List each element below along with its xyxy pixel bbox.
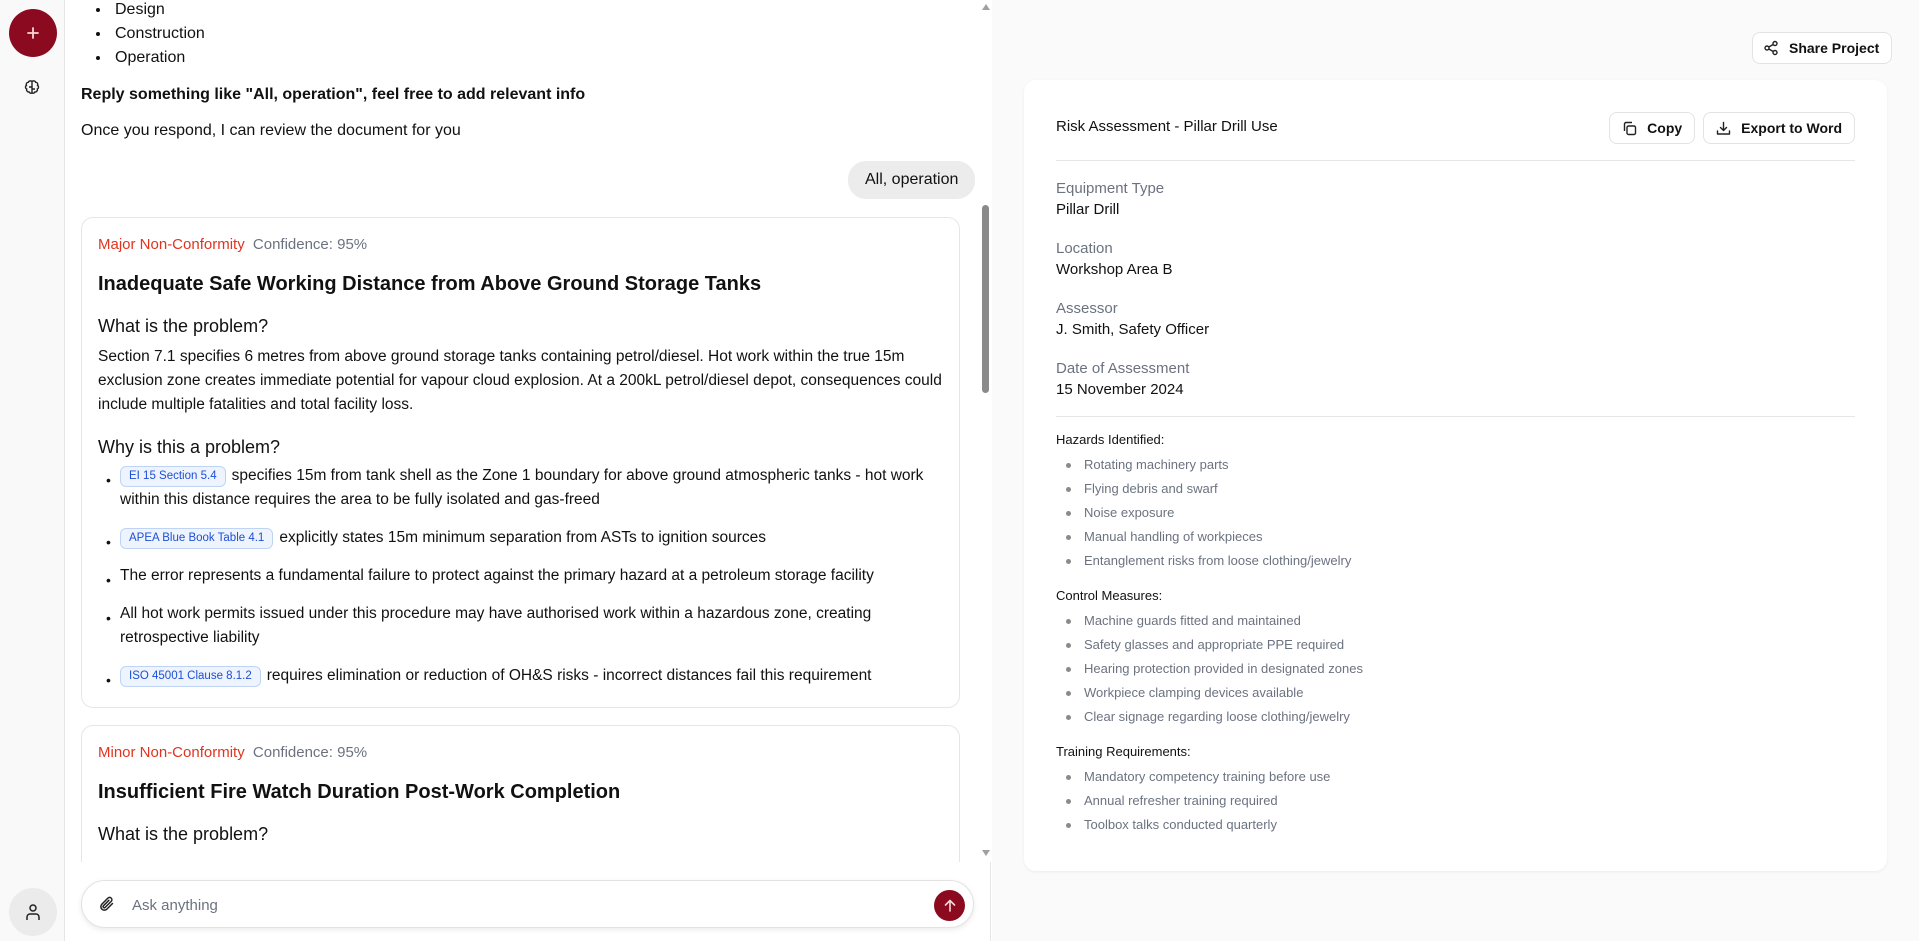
chat-messages[interactable] <box>65 0 980 862</box>
why-item <box>98 664 943 688</box>
list-item: Entanglement risks from loose clothing/jewelry <box>1056 549 1351 573</box>
document-title: Risk Assessment - Pillar Drill Use <box>1056 118 1278 135</box>
export-to-word-button[interactable] <box>1703 112 1855 144</box>
list-item: • Operation <box>111 46 205 70</box>
scroll-up-arrow-icon[interactable] <box>982 4 990 10</box>
list-item: Clear signage regarding loose clothing/jewelry <box>1056 705 1363 729</box>
field-label: Date of Assessment <box>1056 360 1190 377</box>
field-value: 15 November 2024 <box>1056 381 1184 398</box>
citation-badge[interactable]: ISO 45001 Clause 8.1.2 <box>120 666 261 687</box>
finding-meta <box>98 744 943 761</box>
share-icon <box>1763 40 1779 56</box>
reply-hint: Reply something like "All, operation", feel free to add relevant info <box>81 86 586 103</box>
copy-button[interactable] <box>1609 112 1695 144</box>
what-heading: What is the problem? <box>98 824 269 844</box>
document-panel <box>992 0 1919 941</box>
section-title: Control Measures: <box>1056 588 1163 603</box>
copy-icon <box>1622 121 1637 136</box>
why-item-text: explicitly states 15m minimum separation from ASTs to ignition sources <box>279 529 767 546</box>
why-item-text: All hot work permits issued under this procedure may have authorised work within a hazardous zone, creating retrospective liability <box>120 605 872 646</box>
risk-assessment-card <box>1024 80 1887 871</box>
chat-panel <box>65 0 991 941</box>
send-button[interactable] <box>934 890 965 921</box>
stage-list <box>111 0 205 70</box>
download-icon <box>1716 121 1731 136</box>
field-value: Pillar Drill <box>1056 201 1120 218</box>
confidence-label: Confidence: 95% <box>252 236 368 253</box>
field-label: Location <box>1056 240 1113 257</box>
why-item-text: specifies 15m from tank shell as the Zone 1 boundary for above ground atmospheric tanks - hot work within this distance requires the area to be fully isolated and gas-freed <box>120 467 924 508</box>
finding-title: Inadequate Safe Working Distance from Above Ground Storage Tanks <box>98 273 762 295</box>
citation-badge[interactable]: APEA Blue Book Table 4.1 <box>120 528 273 549</box>
chat-scrollbar[interactable] <box>980 0 991 862</box>
severity-label: Major Non-Conformity <box>98 236 245 253</box>
list-item: Rotating machinery parts <box>1056 453 1351 477</box>
control-measures-section <box>1056 588 1363 729</box>
list-item: Machine guards fitted and maintained <box>1056 609 1363 633</box>
list-item: • Construction <box>111 22 205 46</box>
why-list <box>98 464 943 688</box>
citation-badge[interactable]: EI 15 Section 5.4 <box>120 466 226 487</box>
plus-icon <box>26 26 40 40</box>
share-label: Share Project <box>1789 40 1880 56</box>
field-label: Assessor <box>1056 300 1118 317</box>
scroll-down-arrow-icon[interactable] <box>982 850 990 856</box>
field-location <box>1056 240 1172 278</box>
icon-rail <box>0 0 65 941</box>
severity-label: Minor Non-Conformity <box>98 744 245 761</box>
scrollbar-thumb[interactable] <box>982 205 989 393</box>
field-assessor <box>1056 300 1209 338</box>
section-title: Training Requirements: <box>1056 744 1191 759</box>
share-project-button[interactable] <box>1752 32 1892 64</box>
brain-icon[interactable] <box>23 79 41 97</box>
why-item <box>98 602 943 650</box>
list-item: Mandatory competency training before use <box>1056 765 1330 789</box>
why-item-text: requires elimination or reduction of OH&S risks - incorrect distances fail this requirement <box>266 667 872 684</box>
document-actions <box>1609 112 1855 144</box>
why-item <box>98 464 943 512</box>
what-heading: What is the problem? <box>98 316 269 336</box>
what-text: Section 7.1 specifies 6 metres from above ground storage tanks containing petrol/diesel. Hot work within the true 15m exclusion zone creates immediate potential for vapour cloud explosion. At a 200kL petrol/diesel depot, consequences could include multiple fatalities and total facility loss. <box>98 348 942 413</box>
why-item <box>98 526 943 550</box>
paperclip-icon[interactable] <box>98 895 116 913</box>
list-item: Safety glasses and appropriate PPE required <box>1056 633 1363 657</box>
why-heading: Why is this a problem? <box>98 437 281 457</box>
chat-input[interactable] <box>132 891 892 919</box>
user-message-bubble: All, operation <box>848 161 975 199</box>
field-value: Workshop Area B <box>1056 261 1173 278</box>
list-item: Flying debris and swarf <box>1056 477 1351 501</box>
why-item <box>98 564 943 588</box>
list-item: Workpiece clamping devices available <box>1056 681 1363 705</box>
section-title: Hazards Identified: <box>1056 432 1165 447</box>
hazards-section <box>1056 432 1351 573</box>
title-divider <box>1056 160 1855 161</box>
finding-title: Insufficient Fire Watch Duration Post-Work Completion <box>98 781 621 803</box>
fields-divider <box>1056 416 1855 417</box>
list-item: • Design <box>111 0 205 22</box>
assistant-message: Once you respond, I can review the document for you <box>81 122 461 139</box>
list-item: Manual handling of workpieces <box>1056 525 1351 549</box>
export-label: Export to Word <box>1741 120 1842 136</box>
list-item: Annual refresher training required <box>1056 789 1330 813</box>
user-icon <box>25 903 41 921</box>
finding-meta <box>98 236 943 253</box>
account-button[interactable] <box>9 888 57 936</box>
list-item: Hearing protection provided in designated zones <box>1056 657 1363 681</box>
field-value: J. Smith, Safety Officer <box>1056 321 1210 338</box>
why-item-text: The error represents a fundamental failure to protect against the primary hazard at a petroleum storage facility <box>120 567 874 584</box>
finding-card <box>81 725 960 862</box>
field-label: Equipment Type <box>1056 180 1165 197</box>
new-chat-button[interactable] <box>9 9 57 57</box>
finding-card <box>81 217 960 708</box>
list-item: Noise exposure <box>1056 501 1351 525</box>
chat-composer <box>81 880 974 928</box>
copy-label: Copy <box>1647 120 1683 136</box>
list-item: Toolbox talks conducted quarterly <box>1056 813 1330 837</box>
training-section <box>1056 744 1330 837</box>
arrow-up-icon <box>944 899 956 912</box>
field-date <box>1056 360 1189 398</box>
field-equipment-type <box>1056 180 1164 218</box>
confidence-label: Confidence: 95% <box>252 744 368 761</box>
